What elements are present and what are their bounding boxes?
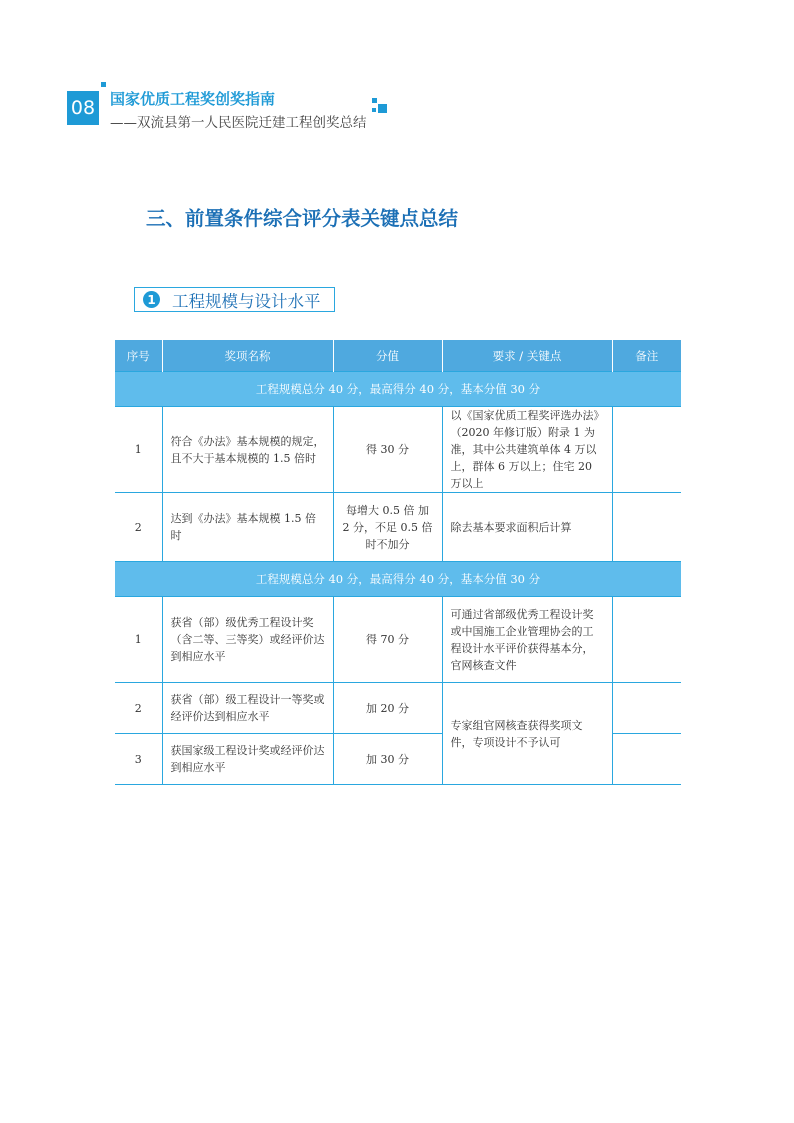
- decor-square: [372, 98, 377, 103]
- row-name: 达到《办法》基本规模 1.5 倍时: [162, 493, 333, 562]
- row-no: 1: [115, 597, 162, 683]
- row-name: 获国家级工程设计奖或经评价达到相应水平: [162, 734, 333, 785]
- row-requirement: 以《国家优质工程奖评选办法》（2020 年修订版）附录 1 为准，其中公共建筑单体 4 万以上，群体 6 万以上；住宅 20 万以上: [442, 407, 612, 493]
- row-no: 3: [115, 734, 162, 785]
- row-remark: [612, 493, 681, 562]
- header-remark: 备注: [612, 340, 681, 372]
- header-requirement: 要求 / 关键点: [442, 340, 612, 372]
- row-name: 获省（部）级工程设计一等奖或经评价达到相应水平: [162, 683, 333, 734]
- subsection-number: 1: [143, 291, 160, 308]
- row-no: 2: [115, 683, 162, 734]
- table-row: [115, 683, 681, 734]
- row-score: 加 30 分: [333, 734, 442, 785]
- group-band-row: [115, 372, 681, 407]
- group-band-text: 工程规模总分 40 分，最高得分 40 分，基本分值 30 分: [115, 562, 681, 597]
- row-requirement: 除去基本要求面积后计算: [442, 493, 612, 562]
- row-score: 得 30 分: [333, 407, 442, 493]
- row-remark: [612, 407, 681, 493]
- header-subtitle: ——双流县第一人民医院迁建工程创奖总结: [110, 115, 367, 131]
- header-no: 序号: [115, 340, 162, 372]
- decor-square: [372, 108, 376, 112]
- subsection-label: 工程规模与设计水平: [172, 291, 321, 311]
- row-remark: [612, 683, 681, 734]
- row-requirement: 可通过省部级优秀工程设计奖或中国施工企业管理协会的工程设计水平评价获得基本分，官网核查文件: [442, 597, 612, 683]
- section-title: 三、前置条件综合评分表关键点总结: [146, 207, 459, 230]
- table-row: [115, 493, 681, 562]
- row-score: 得 70 分: [333, 597, 442, 683]
- header-title: 国家优质工程奖创奖指南: [110, 90, 276, 108]
- row-score: 每增大 0.5 倍 加 2 分，不足 0.5 倍时不加分: [333, 493, 442, 562]
- row-requirement: 专家组官网核查获得奖项文件，专项设计不予认可: [442, 683, 612, 785]
- row-score: 加 20 分: [333, 683, 442, 734]
- header-score: 分值: [333, 340, 442, 372]
- row-no: 1: [115, 407, 162, 493]
- table-row: [115, 407, 681, 493]
- scoring-table: [115, 340, 681, 785]
- row-name: 符合《办法》基本规模的规定，且不大于基本规模的 1.5 倍时: [162, 407, 333, 493]
- row-no: 2: [115, 493, 162, 562]
- group-band-row: [115, 562, 681, 597]
- row-remark: [612, 734, 681, 785]
- decor-square: [378, 104, 387, 113]
- row-name: 获省（部）级优秀工程设计奖（含二等、三等奖）或经评价达到相应水平: [162, 597, 333, 683]
- page-number-badge: 08: [67, 91, 99, 125]
- table-row: [115, 597, 681, 683]
- subsection-heading: [134, 287, 335, 312]
- row-remark: [612, 597, 681, 683]
- table-header-row: [115, 340, 681, 372]
- header-award-name: 奖项名称: [162, 340, 333, 372]
- decor-square: [101, 82, 106, 87]
- group-band-text: 工程规模总分 40 分，最高得分 40 分，基本分值 30 分: [115, 372, 681, 407]
